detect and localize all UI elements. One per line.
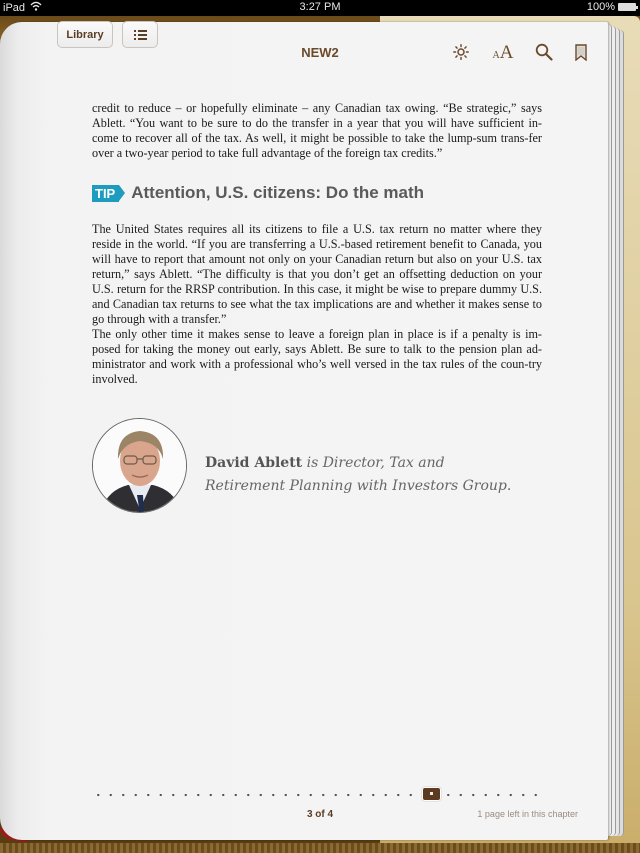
author-photo bbox=[92, 418, 187, 513]
cover-edge bbox=[0, 843, 640, 853]
table-of-contents-button[interactable] bbox=[122, 21, 158, 48]
list-icon bbox=[134, 30, 147, 40]
page-number: 3 of 4 bbox=[306, 809, 334, 820]
author-role: is Director, Tax and bbox=[302, 455, 445, 471]
bookmark-button[interactable] bbox=[574, 43, 588, 61]
pages-left-in-chapter: 1 page left in this chapter bbox=[477, 809, 578, 819]
battery-percent: 100% bbox=[586, 1, 615, 13]
paragraph: credit to reduce – or hopefully eliminate – any Canadian tax owing. “Be strategic,” says Ablett. “You want to be sure to do the transfer in a year that you will have sufficient in-come to recover all of the tax. As well, it might be possible to take the lump-sum trans-fer over a two-year period to take full advantage of the foreign tax credits.” bbox=[92, 101, 542, 160]
font-size-icon: A bbox=[492, 50, 500, 61]
clock: 3:27 PM bbox=[299, 1, 341, 13]
bookmark-icon bbox=[575, 44, 587, 61]
battery-icon bbox=[618, 3, 636, 11]
section-heading: Attention, U.S. citizens: Do the math bbox=[131, 183, 425, 202]
paragraph: The only other time it makes sense to leave a foreign plan in place is if a penalty is im-posed for taking the money out early, says Ablett. Be sure to talk to the pension plan ad-ministrator and work with a professional who’s well versed in the tax rules of the coun-try involved. bbox=[92, 327, 542, 386]
library-button[interactable]: Library bbox=[57, 21, 113, 48]
brightness-button[interactable] bbox=[452, 43, 470, 61]
search-button[interactable] bbox=[535, 43, 553, 61]
search-icon bbox=[535, 43, 553, 61]
font-size-button[interactable] bbox=[490, 43, 516, 63]
paragraph: The United States requires all its citizens to file a U.S. tax return no matter where they reside in the world. “If you are transferring a U.S.-based retirement benefit to Canada, you will have to report that amount not only on your Canadian return but also on your U.S. tax return,” says Ablett. “The difficulty is that you don’t get an offsetting deduction on your U.S. return for the RRSP contribution. In this case, it might be wise to prepare dummy U.S. and Canadian tax returns to see what the tax implications are and whether it makes sense to go through with a transfer.” bbox=[92, 222, 542, 326]
author-bio bbox=[205, 452, 511, 498]
book-title: NEW2 bbox=[301, 45, 339, 60]
tip-heading bbox=[92, 183, 424, 203]
author-role: Retirement Planning with Investors Group. bbox=[205, 478, 512, 494]
tip-badge: TIP bbox=[92, 185, 119, 202]
font-size-icon: A bbox=[499, 42, 514, 63]
device-name: iPad bbox=[3, 1, 26, 14]
page-scrubber-handle[interactable] bbox=[422, 787, 441, 801]
page-scrubber-track[interactable] bbox=[92, 793, 547, 797]
body-text bbox=[92, 101, 542, 161]
status-bar bbox=[0, 0, 640, 16]
brightness-icon bbox=[453, 44, 469, 60]
body-text bbox=[92, 222, 542, 387]
author-name: David Ablett bbox=[205, 455, 303, 471]
